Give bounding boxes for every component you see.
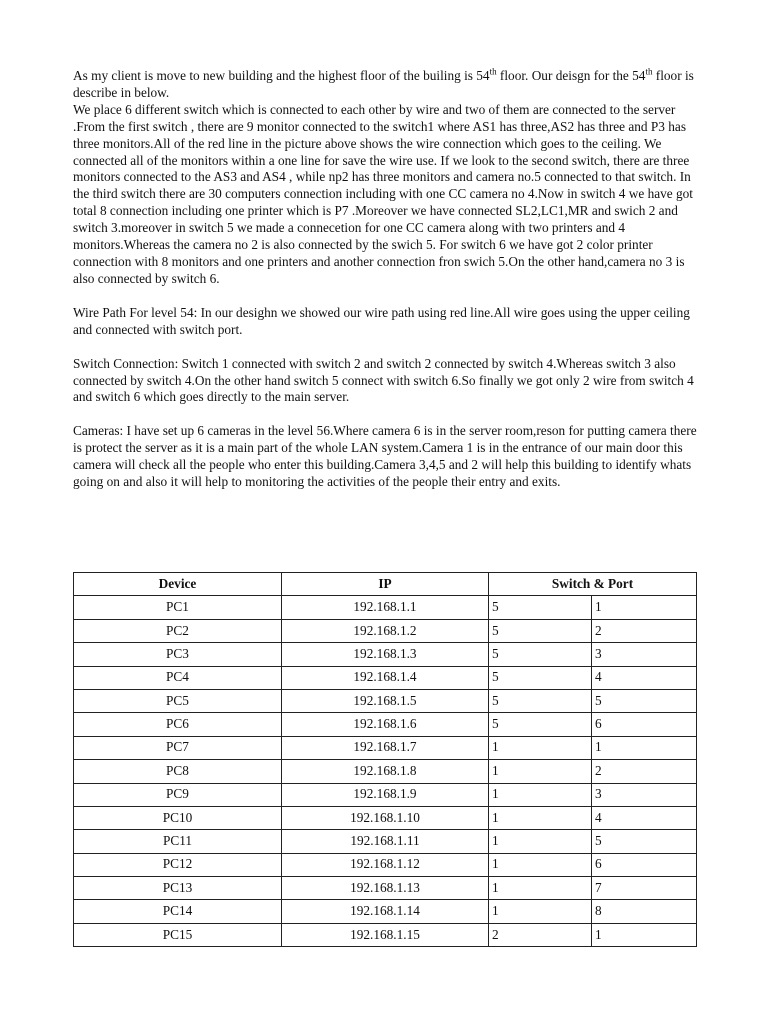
cell-device: PC2 xyxy=(74,619,282,642)
paragraph-spacer xyxy=(73,288,699,305)
table-row xyxy=(74,806,697,829)
header-ip: IP xyxy=(282,573,489,596)
intro-text-2: floor. Our deisgn for the 54 xyxy=(496,68,646,83)
table-row xyxy=(74,760,697,783)
cell-port: 3 xyxy=(592,783,697,806)
cell-port: 6 xyxy=(592,713,697,736)
cell-ip: 192.168.1.15 xyxy=(282,923,489,946)
cell-switch: 1 xyxy=(489,783,592,806)
cell-port: 2 xyxy=(592,619,697,642)
cell-device: PC5 xyxy=(74,689,282,712)
cell-ip: 192.168.1.3 xyxy=(282,643,489,666)
cell-switch: 1 xyxy=(489,760,592,783)
table-row xyxy=(74,666,697,689)
paragraph-spacer xyxy=(73,406,699,423)
table-row xyxy=(74,643,697,666)
cell-device: PC7 xyxy=(74,736,282,759)
intro-superscript-1: th xyxy=(489,66,497,77)
cell-device: PC3 xyxy=(74,643,282,666)
table-header-row xyxy=(74,573,697,596)
cell-switch: 5 xyxy=(489,689,592,712)
table-row xyxy=(74,596,697,619)
cell-port: 4 xyxy=(592,806,697,829)
cell-ip: 192.168.1.7 xyxy=(282,736,489,759)
intro-text-3: floor is describe in below. xyxy=(73,68,694,100)
cell-switch: 1 xyxy=(489,853,592,876)
cell-ip: 192.168.1.13 xyxy=(282,877,489,900)
cell-port: 5 xyxy=(592,830,697,853)
table-row xyxy=(74,830,697,853)
cell-port: 6 xyxy=(592,853,697,876)
cell-switch: 5 xyxy=(489,619,592,642)
cell-port: 1 xyxy=(592,923,697,946)
cell-switch: 2 xyxy=(489,923,592,946)
cell-device: PC14 xyxy=(74,900,282,923)
intro-paragraph xyxy=(73,68,699,102)
cell-ip: 192.168.1.11 xyxy=(282,830,489,853)
intro-superscript-2: th xyxy=(645,66,653,77)
cell-ip: 192.168.1.2 xyxy=(282,619,489,642)
cell-ip: 192.168.1.6 xyxy=(282,713,489,736)
table-row xyxy=(74,900,697,923)
cell-device: PC6 xyxy=(74,713,282,736)
cell-port: 1 xyxy=(592,736,697,759)
cell-switch: 5 xyxy=(489,713,592,736)
table-row xyxy=(74,713,697,736)
paragraph-spacer xyxy=(73,339,699,356)
wire-path-paragraph: Wire Path For level 54: In our desighn we showed our wire path using red line.All wire goes using the upper ceiling and connected with switch port. xyxy=(73,304,690,337)
cell-ip: 192.168.1.10 xyxy=(282,806,489,829)
table-row xyxy=(74,619,697,642)
cell-device: PC4 xyxy=(74,666,282,689)
cell-device: PC11 xyxy=(74,830,282,853)
table-row xyxy=(74,783,697,806)
cell-switch: 5 xyxy=(489,666,592,689)
cell-switch: 5 xyxy=(489,643,592,666)
cell-device: PC9 xyxy=(74,783,282,806)
table-row xyxy=(74,689,697,712)
cell-switch: 1 xyxy=(489,806,592,829)
cell-switch: 1 xyxy=(489,830,592,853)
cell-switch: 5 xyxy=(489,596,592,619)
cell-device: PC10 xyxy=(74,806,282,829)
document-body xyxy=(73,68,699,491)
table-row xyxy=(74,877,697,900)
cell-ip: 192.168.1.4 xyxy=(282,666,489,689)
cell-ip: 192.168.1.9 xyxy=(282,783,489,806)
header-switch-port: Switch & Port xyxy=(489,573,697,596)
cell-switch: 1 xyxy=(489,736,592,759)
device-ip-table xyxy=(73,572,697,947)
cell-port: 7 xyxy=(592,877,697,900)
table-row xyxy=(74,923,697,946)
cell-device: PC1 xyxy=(74,596,282,619)
table-row xyxy=(74,736,697,759)
cell-ip: 192.168.1.14 xyxy=(282,900,489,923)
cell-device: PC12 xyxy=(74,853,282,876)
cell-port: 8 xyxy=(592,900,697,923)
cell-device: PC8 xyxy=(74,760,282,783)
table-body xyxy=(74,596,697,947)
cell-ip: 192.168.1.12 xyxy=(282,853,489,876)
cell-device: PC13 xyxy=(74,877,282,900)
cameras-paragraph: Cameras: I have set up 6 cameras in the level 56.Where camera 6 is in the server room,reson for putting camera there is protect the server as it is a main part of the whole LAN system.Camera 1 is in the entrance of our main door this camera will check all the people who enter this building.Camera 3,4,5 and 2 will help this building to identify whats going on and also it will help to monitoring the activities of the people their entry and exits. xyxy=(73,423,697,490)
cell-port: 5 xyxy=(592,689,697,712)
switch-connection-paragraph: Switch Connection: Switch 1 connected with switch 2 and switch 2 connected by switch 4.Whereas switch 3 also connected by switch 4.On the other hand switch 5 connect with switch 6.So finally we got only 2 wire from switch 4 and switch 6 which goes directly to the main server. xyxy=(73,355,694,405)
header-device: Device xyxy=(74,573,282,596)
cell-port: 1 xyxy=(592,596,697,619)
cell-switch: 1 xyxy=(489,900,592,923)
cell-ip: 192.168.1.8 xyxy=(282,760,489,783)
table-row xyxy=(74,853,697,876)
cell-port: 2 xyxy=(592,760,697,783)
cell-ip: 192.168.1.1 xyxy=(282,596,489,619)
cell-port: 4 xyxy=(592,666,697,689)
switch-description-paragraph: We place 6 different switch which is connected to each other by wire and two of them are connected to the server .From the first switch , there are 9 monitor connected to the switch1 where AS1 has three,AS2 has three and P3 has three monitors.All of the red line in the picture above shows the wire connection which goes to the ceiling. We connected all of the monitors within a one line for save the wire use. If we look to the second switch, there are three monitors connected to the AS3 and AS4 , while np2 has three monitors and camera no.5 connected to that switch. In the third switch there are 30 computers connection including with one CC camera no 4.Now in switch 4 we have got total 8 connection including one printer which is P7 .Moreover we have connected SL2,LC1,MR and swich 2 and switch 3.moreover in switch 5 we made a connecetion for one CC camera along with two printers and 4 monitors.Whereas the camera no 2 is also connected by the swich 5. For switch 6 we have got 2 color printer connection with 8 monitors and one printers and another connection fron swich 5.On the other hand,camera no 3 is also connected by switch 6. xyxy=(73,101,693,286)
cell-device: PC15 xyxy=(74,923,282,946)
cell-switch: 1 xyxy=(489,877,592,900)
cell-port: 3 xyxy=(592,643,697,666)
intro-text-1: As my client is move to new building and the highest floor of the builing is 54 xyxy=(73,68,490,83)
cell-ip: 192.168.1.5 xyxy=(282,689,489,712)
